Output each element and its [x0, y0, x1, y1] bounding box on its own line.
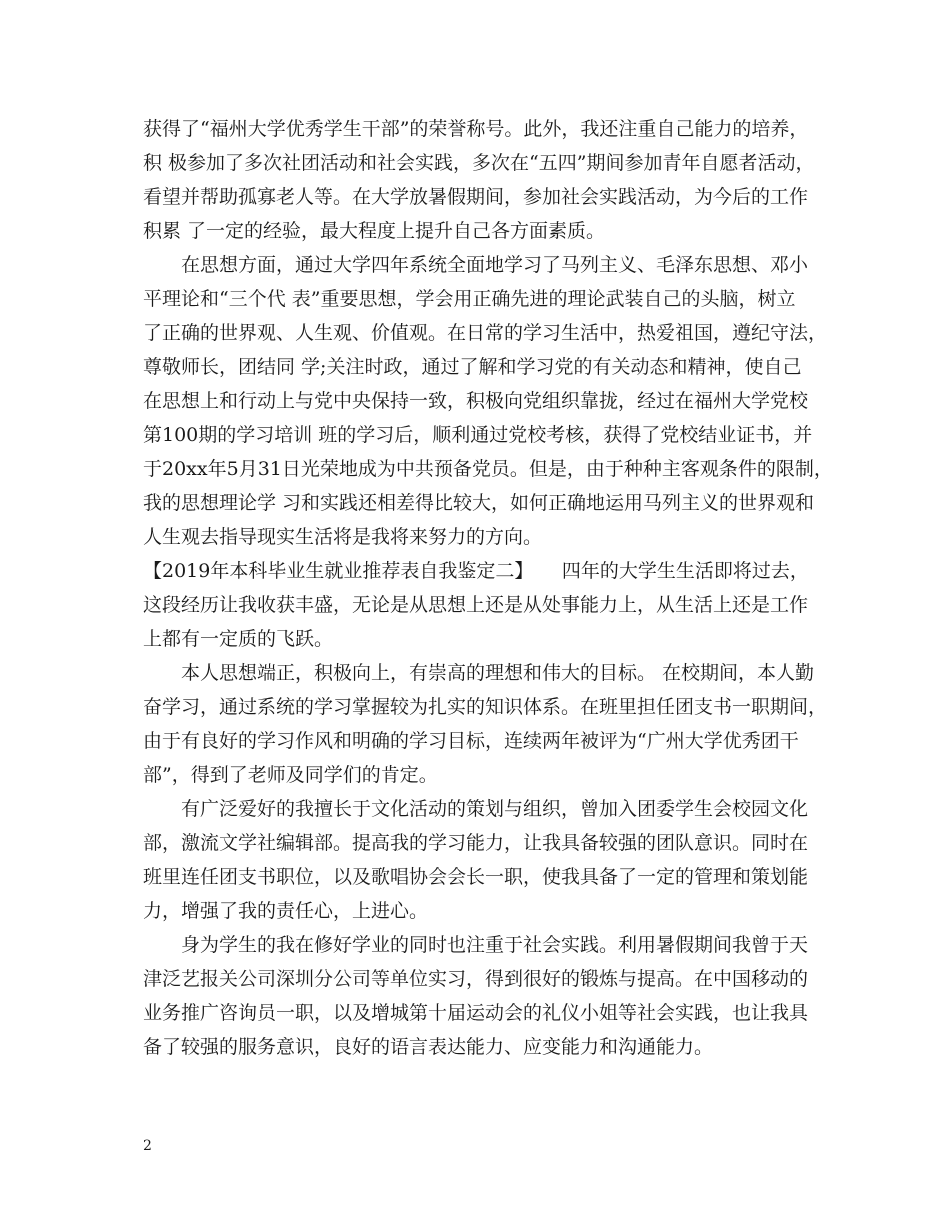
text-line: 由于有良好的学习作风和明确的学习目标，连续两年被评为“广州大学优秀团干	[143, 730, 799, 752]
text-line: 人生观去指导现实生活将是我将来努力的方向。	[143, 526, 543, 548]
text-line: 了正确的世界观、人生观、价值观。在日常的学习生活中，热爱祖国，遵纪守法，	[143, 322, 828, 344]
text-line: 津泛艺报关公司深圳分公司等单位实习，得到很好的锻炼与提高。在中国移动的	[143, 968, 809, 990]
text-line: 尊敬师长，团结同 学;关注时政，通过了解和学习党的有关动态和精神，使自己	[143, 356, 802, 378]
text-line: 上都有一定质的飞跃。	[143, 628, 334, 650]
text-line: 积 极参加了多次社团活动和社会实践，多次在“五四”期间参加青年自愿者活动，	[143, 152, 815, 174]
text-line: 奋学习，通过系统的学习掌握较为扎实的知识体系。在班里担任团支书一职期间，	[143, 696, 828, 718]
text-line: 在思想上和行动上与党中央保持一致，积极向党组织靠拢，经过在福州大学党校	[143, 390, 809, 412]
page-number: 2	[143, 1138, 152, 1154]
text-line: 力，增强了我的责任心，上进心。	[143, 900, 429, 922]
text-line: 积累 了一定的经验，最大程度上提升自己各方面素质。	[143, 220, 606, 242]
text-line: 看望并帮助孤寡老人等。在大学放暑假期间，参加社会实践活动，为今后的工作	[143, 186, 809, 208]
text-line: 班里连任团支书职位，以及歌唱协会会长一职，使我具备了一定的管理和策划能	[143, 866, 809, 888]
section-heading-line: 【2019年本科毕业生就业推荐表自我鉴定二】 四年的大学生生活即将过去，	[143, 560, 809, 582]
text-line: 备了较强的服务意识，良好的语言表达能力、应变能力和沟通能力。	[143, 1036, 714, 1058]
text-line: 这段经历让我收获丰盛，无论是从思想上还是从处事能力上，从生活上还是工作	[143, 594, 809, 616]
text-line: 部”，得到了老师及同学们的肯定。	[143, 764, 438, 786]
text-line: 部，激流文学社编辑部。提高我的学习能力，让我具备较强的团队意识。同时在	[143, 832, 809, 854]
text-line: 我的思想理论学 习和实践还相差得比较大，如何正确地运用马列主义的世界观和	[143, 492, 815, 514]
paragraph-first-line: 在思想方面，通过大学四年系统全面地学习了马列主义、毛泽东思想、邓小	[181, 254, 809, 276]
document-body	[143, 112, 833, 1064]
paragraph-first-line: 有广泛爱好的我擅长于文化活动的策划与组织，曾加入团委学生会校园文化	[181, 798, 809, 820]
text-line: 于20xx年5月31日光荣地成为中共预备党员。但是，由于种种主客观条件的限制，	[143, 458, 833, 480]
paragraph-first-line: 身为学生的我在修好学业的同时也注重于社会实践。利用暑假期间我曾于天	[181, 934, 809, 956]
text-line: 获得了“福州大学优秀学生干部”的荣誉称号。此外，我还注重自己能力的培养，	[143, 118, 809, 140]
paragraph-first-line: 本人思想端正，积极向上，有崇高的理想和伟大的目标。 在校期间，本人勤	[181, 662, 815, 684]
text-line: 业务推广咨询员一职，以及增城第十届运动会的礼仪小姐等社会实践，也让我具	[143, 1002, 809, 1024]
text-line: 第100期的学习培训 班的学习后，顺利通过党校考核，获得了党校结业证书，并	[143, 424, 813, 446]
text-line: 平理论和“三个代 表”重要思想，学会用正确先进的理论武装自己的头脑，树立	[143, 288, 796, 310]
